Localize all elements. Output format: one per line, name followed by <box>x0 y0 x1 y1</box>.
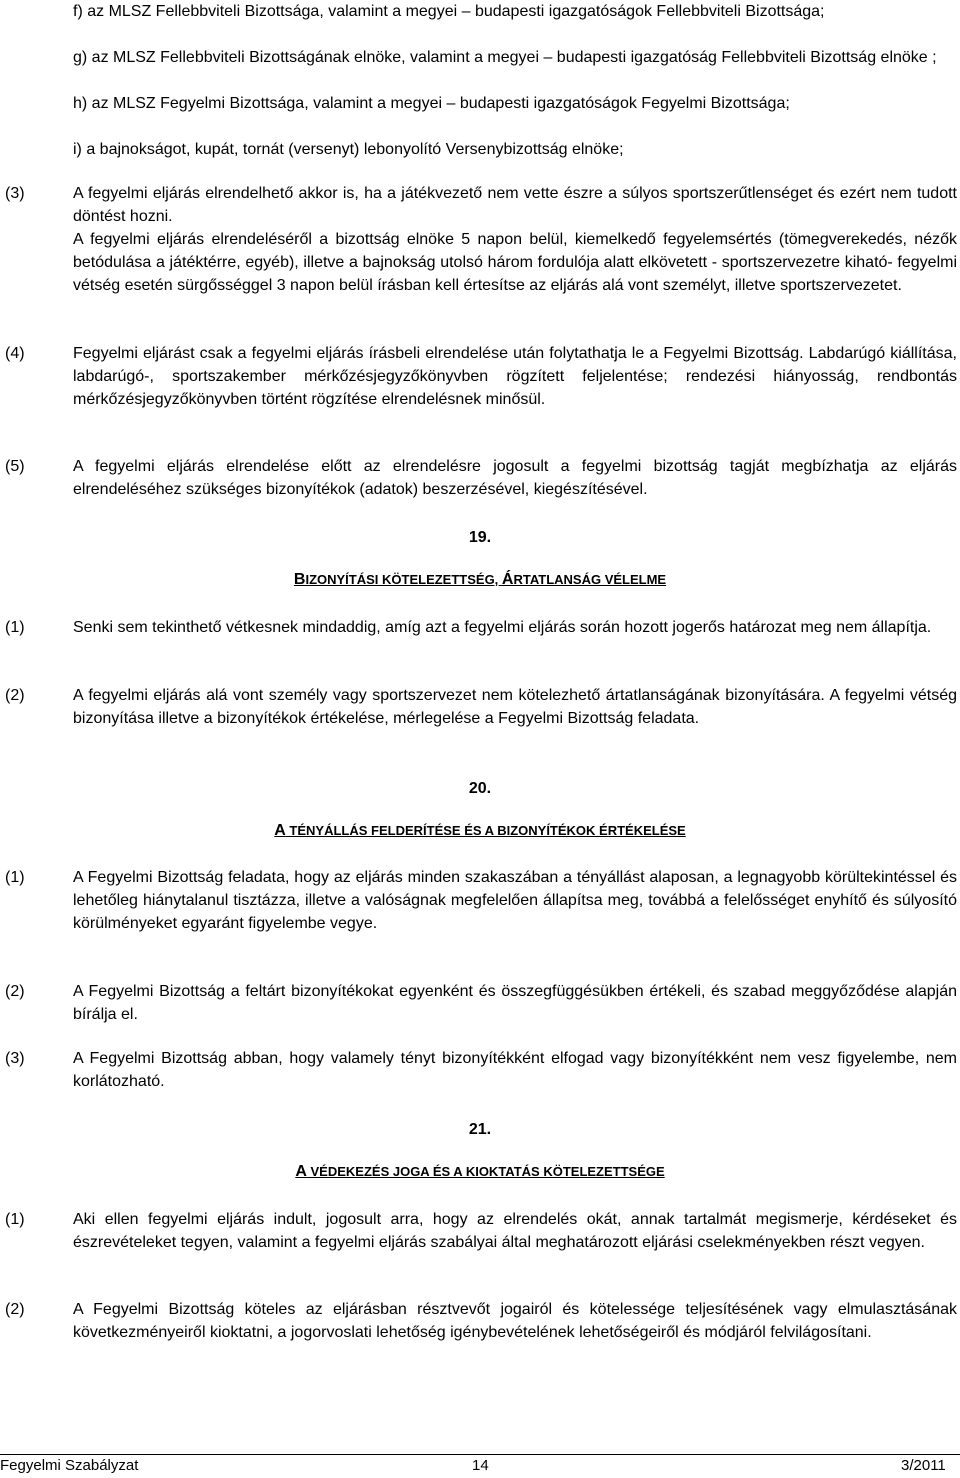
paragraph-number: (4) <box>5 345 25 362</box>
paragraph-19-2 <box>0 684 960 730</box>
title-initial: B <box>293 571 306 588</box>
paragraph-text: Aki ellen fegyelmi eljárás indult, jogosult arra, hogy az elrendelés okát, annak tartalmát megismerje, kérdéseket és észrevételeket tegyen, valamint a fegyelmi eljárás szabályai által meghatározott eljárási cselekményekben részt vegyen. <box>73 1211 957 1251</box>
paragraph-number: (3) <box>5 1050 25 1067</box>
intro-item-g: g) az MLSZ Fellebbviteli Bizottságának elnöke, valamint a megyei – budapesti igazgatóság Fellebbviteli Bizottság elnöke ; <box>73 49 937 66</box>
title-text: TÉNYÁLLÁS FELDERÍTÉSE ÉS A BIZONYÍTÉKOK ÉRTÉKELÉSE <box>285 823 686 838</box>
paragraph-18-5 <box>0 455 960 501</box>
title-initial: A <box>274 822 286 839</box>
title-text: RTATLANSÁG VÉLELME <box>513 572 667 587</box>
paragraph-21-2 <box>0 1298 960 1344</box>
paragraph-number: (5) <box>5 458 25 475</box>
paragraph-number: (1) <box>5 1211 25 1228</box>
title-initial: A <box>295 1163 307 1180</box>
intro-item-h: h) az MLSZ Fegyelmi Bizottsága, valamint a megyei – budapesti igazgatóságok Fegyelmi Bizottsága; <box>73 95 790 112</box>
paragraph-text: Fegyelmi eljárást csak a fegyelmi eljárás írásbeli elrendelése után folytathatja le a Fegyelmi Bizottság. Labdarúgó kiállítása, labdarúgó-, sportszakember mérkőzésjegyzőkönyvben rögzített feljelentése; rendezési hiányosság, rendbontás mérkőzésjegyzőkönyvben történt rögzítése elrendelésnek minősül. <box>73 345 957 408</box>
section-number-19: 19. <box>468 529 492 546</box>
paragraph-text: A Fegyelmi Bizottság feladata, hogy az eljárás minden szakaszában a tényállást alaposan, a legnagyobb körültekintéssel és lehetőleg hiánytalanul tisztázza, illetve a valóságnak megfelelően állapítsa meg, továbbá a felelősséget enyhítő és súlyosító körülményeket egyaránt figyelembe vegye. <box>73 869 957 932</box>
section-number-20: 20. <box>468 780 492 797</box>
section-title-20 <box>0 821 960 841</box>
title-initial: Á <box>501 571 514 588</box>
footer-divider <box>0 1454 960 1455</box>
title-text: VÉDEKEZÉS JOGA ÉS A KIOKTATÁS KÖTELEZETTSÉGE <box>306 1164 665 1179</box>
paragraph-text: Senki sem tekinthető vétkesnek mindaddig, amíg azt a fegyelmi eljárás során hozott jogerős határozat meg nem állapítja. <box>73 619 932 636</box>
paragraph-number: (2) <box>5 983 25 1000</box>
paragraph-number: (3) <box>5 185 25 202</box>
paragraph-text: A fegyelmi eljárás elrendelhető akkor is, ha a játékvezető nem vette észre a súlyos sportszerűtlenséget és ezért nem tudott döntést hozni. <box>73 185 957 225</box>
paragraph-20-2 <box>0 980 960 1026</box>
section-title-19 <box>0 570 960 590</box>
paragraph-text: A Fegyelmi Bizottság abban, hogy valamely tényt bizonyítékként elfogad vagy bizonyítékként nem vesz figyelembe, nem korlátozható. <box>73 1050 957 1090</box>
section-number-21: 21. <box>468 1121 492 1138</box>
paragraph-text: A fegyelmi eljárás elrendelése előtt az elrendelésre jogosult a fegyelmi bizottság tagját megbízhatja az eljárás elrendeléséhez szükséges bizonyítékok (adatok) beszerzésével, kiegészítésével. <box>73 458 957 498</box>
title-text: IZONYÍTÁSI KÖTELEZETTSÉG, <box>305 572 502 587</box>
paragraph-text: A fegyelmi eljárás alá vont személy vagy sportszervezet nem kötelezhető ártatlanságának bizonyítására. A fegyelmi vétség bizonyítása illetve a bizonyítékok értékelése, mérlegelése a Fegyelmi Bizottság feladata. <box>73 687 957 727</box>
paragraph-19-1 <box>0 616 960 639</box>
paragraph-text: A Fegyelmi Bizottság köteles az eljárásban résztvevőt jogairól és kötelessége teljesítésének vagy elmulasztásának következményeiről kioktatni, a jogorvoslati lehetőség igénybevételének lehetőségeiről és módjáról felvilágosítani. <box>73 1301 957 1341</box>
intro-item-f: f) az MLSZ Fellebbviteli Bizottsága, valamint a megyei – budapesti igazgatóságok Fellebbviteli Bizottsága; <box>73 3 825 20</box>
paragraph-text: A fegyelmi eljárás elrendeléséről a bizottság elnöke 5 napon belül, kiemelkedő fegyelemsértés (tömegverekedés, nézők betódulása a játéktérre, egyéb), illetve a bajnokság utolsó három fordulója alatt elkövetett - sportszervezetre kiható- fegyelmi vétség esetén sürgősséggel 3 napon belül írásban kell értesítse az eljárás alá vont személyt, illetve sportszervezetet. <box>73 231 957 294</box>
paragraph-number: (1) <box>5 869 25 886</box>
paragraph-20-3 <box>0 1047 960 1093</box>
paragraph-18-3 <box>0 182 960 297</box>
paragraph-21-1 <box>0 1208 960 1254</box>
paragraph-number: (2) <box>5 687 25 704</box>
intro-item-i: i) a bajnokságot, kupát, tornát (versenyt) lebonyolító Versenybizottság elnöke; <box>73 141 624 158</box>
footer-issue: 3/2011 <box>901 1457 946 1474</box>
paragraph-text: A Fegyelmi Bizottság a feltárt bizonyítékokat egyenként és összegfüggésükben értékeli, és szabad meggyőződése alapján bírálja el. <box>73 983 957 1023</box>
footer-title: Fegyelmi Szabályzat <box>0 1457 139 1474</box>
paragraph-number: (2) <box>5 1301 25 1318</box>
page-number: 14 <box>472 1457 489 1474</box>
paragraph-18-4 <box>0 342 960 411</box>
paragraph-20-1 <box>0 866 960 935</box>
paragraph-number: (1) <box>5 619 25 636</box>
section-title-21 <box>0 1162 960 1182</box>
